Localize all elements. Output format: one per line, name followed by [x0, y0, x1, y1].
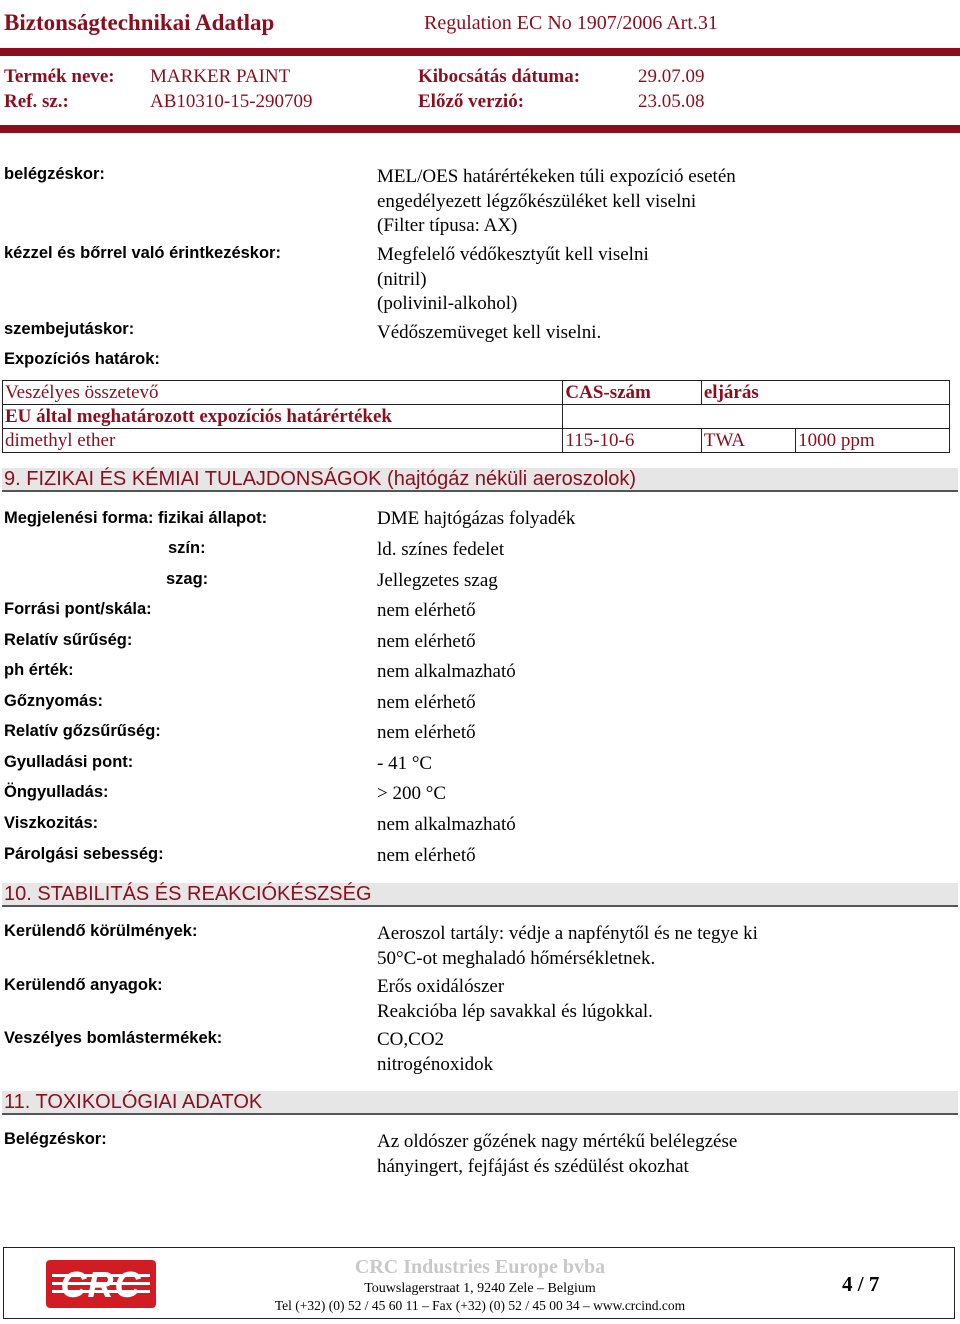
appearance-value: DME hajtógázas folyadék [377, 508, 576, 529]
section-9-title: 9. FIZIKAI ÉS KÉMIAI TULAJDONSÁGOK (hajtógáz néküli aeroszolok) [4, 468, 637, 490]
property-value: nem elérhető [377, 845, 476, 866]
table-subheader-row [3, 405, 950, 429]
decomposition-text: CO,CO2 nitrogénoxidok [377, 1029, 494, 1075]
property-label: Relatív gőzsűrűség: [4, 722, 161, 740]
section-10-title: 10. STABILITÁS ÉS REAKCIÓKÉSZSÉG [4, 883, 372, 905]
exposure-limits-label: Expozíciós határok: [4, 350, 160, 368]
page-number: 4 / 7 [842, 1272, 880, 1296]
company-name: CRC Industries Europe bvba [354, 1256, 606, 1278]
issue-date-value: 29.07.09 [638, 66, 705, 87]
company-contact: Tel (+32) (0) 52 / 45 60 11 – Fax (+32) (0) 52 / 45 00 34 – www.crcind.com [274, 1298, 686, 1313]
avoid-materials-text: Erős oxidálószer Reakcióba lép savakkal és lúgokkal. [377, 976, 653, 1022]
inhale-protection-label: belégzéskor: [4, 165, 105, 183]
tox-inhale-label: Belégzéskor: [4, 1130, 107, 1148]
property-value: nem alkalmazható [377, 814, 516, 835]
page-footer [3, 1247, 955, 1319]
property-label: Öngyulladás: [4, 783, 109, 801]
skin-protection-text: Megfelelő védőkesztyűt kell viselni (nitril) (polivinil-alkohol) [377, 244, 649, 314]
tox-inhale-text: Az oldószer gőzének nagy mértékű belélegzése hányingert, fejfájást és szédülést okozhat [377, 1131, 738, 1177]
eye-protection-text: Védőszemüveget kell viselni. [377, 322, 602, 343]
color-label: szín: [168, 539, 206, 557]
color-value: ld. színes fedelet [377, 539, 505, 560]
property-label: Forrási pont/skála: [4, 600, 152, 618]
exposure-limits-table [2, 380, 950, 453]
section-11-header [2, 1091, 958, 1115]
issue-date-label: Kibocsátás dátuma: [418, 66, 581, 87]
property-value: - 41 °C [377, 753, 433, 774]
previous-version-label: Előző verzió: [418, 91, 525, 112]
decomposition-label: Veszélyes bomlástermékek: [4, 1029, 223, 1047]
company-address: Touwslagerstraat 1, 9240 Zele – Belgium [364, 1281, 596, 1296]
product-value: MARKER PAINT [150, 66, 291, 87]
property-value: nem elérhető [377, 631, 476, 652]
header-rule [0, 48, 960, 56]
property-value: nem elérhető [377, 692, 476, 713]
skin-protection-label: kézzel és bőrrel való érintkezéskor: [4, 244, 281, 262]
avoid-conditions-label: Kerülendő körülmények: [4, 922, 198, 940]
property-label: ph érték: [4, 661, 74, 679]
col-method: eljárás [701, 381, 795, 405]
component-cas: 115-10-6 [563, 429, 701, 453]
avoid-conditions-text: Aeroszol tartály: védje a napfénytől és ne tegye ki 50°C-ot meghaladó hőmérsékletnek. [377, 923, 758, 969]
component-method: TWA [701, 429, 795, 453]
property-value: nem elérhető [377, 722, 476, 743]
section-11-title: 11. TOXIKOLÓGIAI ADATOK [4, 1091, 263, 1113]
section-10-header [2, 883, 958, 907]
ref-value: AB10310-15-290709 [150, 91, 313, 112]
property-label: Gőznyomás: [4, 692, 104, 710]
eye-protection-label: szembejutáskor: [4, 320, 135, 338]
appearance-label: Megjelenési forma: fizikai állapot: [4, 509, 268, 527]
col-cas: CAS-szám [563, 381, 701, 405]
odor-label: szag: [166, 570, 209, 588]
component-name: dimethyl ether [3, 429, 563, 453]
col-component: Veszélyes összetevő [3, 381, 563, 405]
property-label: Párolgási sebesség: [4, 845, 164, 863]
property-value: > 200 °C [377, 783, 446, 804]
property-label: Relatív sűrűség: [4, 631, 133, 649]
property-value: nem alkalmazható [377, 661, 516, 682]
table-row [3, 429, 950, 453]
component-limit: 1000 ppm [796, 429, 950, 453]
regulation-text: Regulation EC No 1907/2006 Art.31 [424, 12, 718, 34]
avoid-materials-label: Kerülendő anyagok: [4, 976, 163, 994]
section-9-header [2, 468, 958, 492]
document-title: Biztonságtechnikai Adatlap [4, 10, 275, 35]
product-label: Termék neve: [4, 66, 115, 87]
eu-limits-subheader: EU által meghatározott expozíciós határértékek [3, 405, 563, 429]
ref-label: Ref. sz.: [4, 91, 69, 112]
property-label: Gyulladási pont: [4, 753, 134, 771]
odor-value: Jellegzetes szag [377, 570, 498, 591]
logo-text: CRC [60, 1264, 142, 1305]
property-value: nem elérhető [377, 600, 476, 621]
inhale-protection-text: MEL/OES határértékeken túli expozíció esetén engedélyezett légzőkészüléket kell viselni (Filter típusa: AX) [377, 166, 736, 236]
header-rule-bottom [0, 125, 960, 133]
previous-version-value: 23.05.08 [638, 91, 705, 112]
table-header-row [3, 381, 950, 405]
property-label: Viszkozitás: [4, 814, 99, 832]
